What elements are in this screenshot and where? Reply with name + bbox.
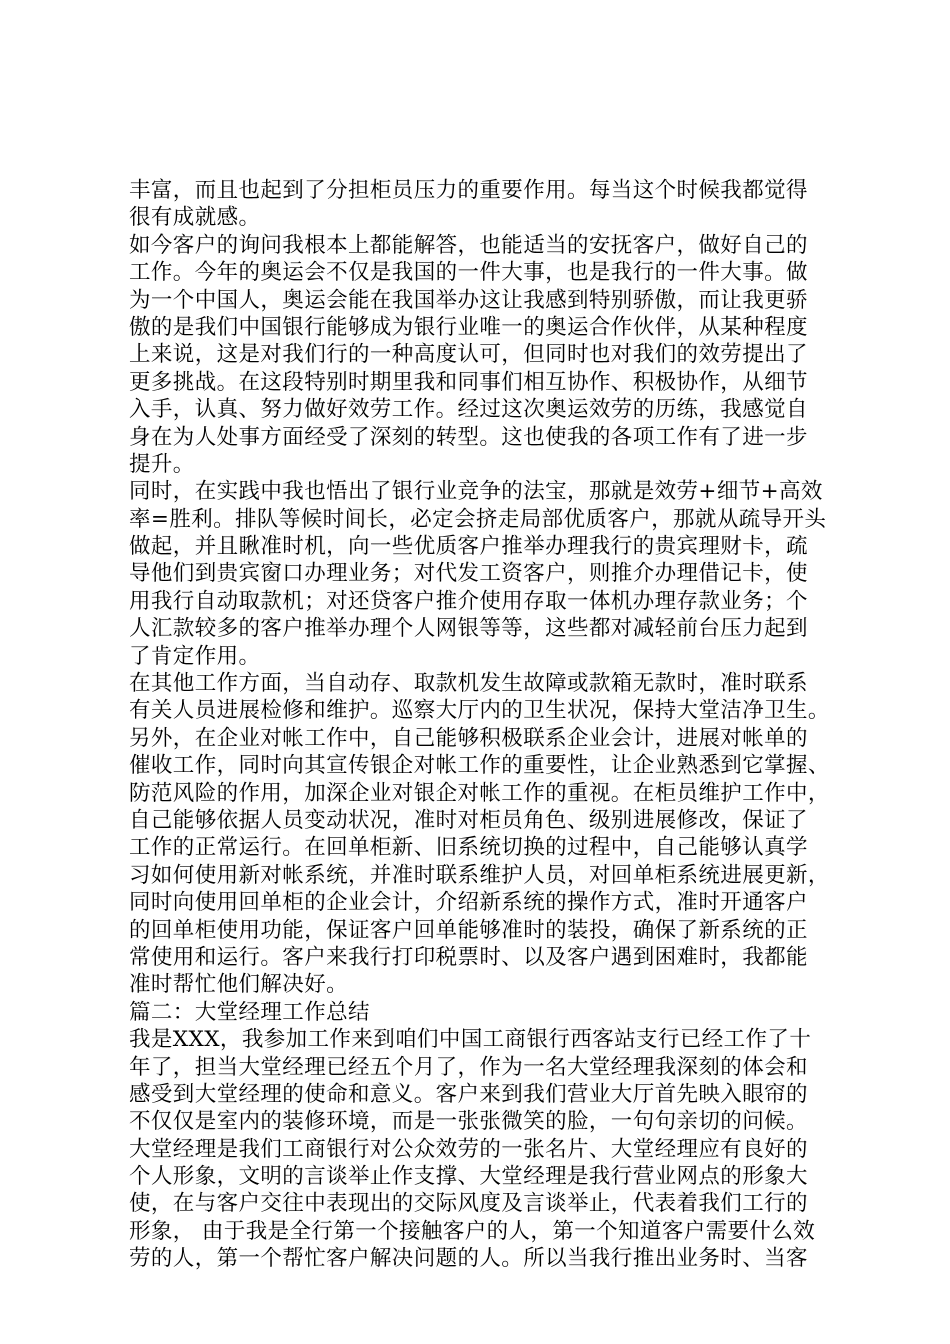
text-line: 我是XXX，我参加工作来到咱们中国工商银行西客站支行已经工作了十	[129, 1027, 812, 1053]
section-heading: 篇二：大堂经理工作总结	[129, 999, 370, 1025]
text-line: 防范风险的作用，加深企业对银企对帐工作的重视。在柜员维护工作中，	[129, 780, 830, 806]
text-line: 在其他工作方面，当自动存、取款机发生故障或款箱无款时，准时联系	[129, 671, 808, 697]
text-line: 提升。	[129, 451, 195, 477]
text-line: 上来说，这是对我们行的一种高度认可，但同时也对我们的效劳提出了	[129, 342, 808, 368]
text-line: 形象， 由于我是全行第一个接触客户的人，第一个知道客户需要什么效	[129, 1218, 816, 1244]
text-line: 为一个中国人，奥运会能在我国举办这让我感到特别骄傲，而让我更骄	[129, 287, 808, 313]
text-line: 年了，担当大堂经理已经五个月了，作为一名大堂经理我深刻的体会和	[129, 1054, 808, 1080]
text-line: 大堂经理是我们工商银行对公众效劳的一张名片、大堂经理应有良好的	[129, 1136, 808, 1162]
text-line: 用我行自动取款机；对还贷客户推介使用存取一体机办理存款业务；个	[129, 588, 808, 614]
text-line: 习如何使用新对帐系统，并准时联系维护人员，对回单柜系统进展更新，	[129, 862, 830, 888]
text-line: 了肯定作用。	[129, 643, 261, 669]
text-line: 同时，在实践中我也悟出了银行业竞争的法宝，那就是效劳+细节+高效	[129, 479, 823, 505]
document-body	[129, 177, 841, 1273]
text-line: 个人形象，文明的言谈举止作支撑、大堂经理是我行营业网点的形象大	[129, 1164, 808, 1190]
text-line: 身在为人处事方面经受了深刻的转型。这也使我的各项工作有了进一步	[129, 424, 808, 450]
text-line: 准时帮忙他们解决好。	[129, 972, 349, 998]
text-line: 同时向使用回单柜的企业会计，介绍新系统的操作方式，准时开通客户	[129, 890, 808, 916]
text-line: 催收工作，同时向其宣传银企对帐工作的重要性，让企业熟悉到它掌握、	[129, 753, 830, 779]
text-line: 做起，并且瞅准时机，向一些优质客户推举办理我行的贵宾理财卡，疏	[129, 534, 808, 560]
text-line: 丰富，而且也起到了分担柜员压力的重要作用。每当这个时候我都觉得	[129, 178, 808, 203]
text-line: 使，在与客户交往中表现出的交际风度及言谈举止，代表着我们工行的	[129, 1191, 808, 1217]
text-line: 自己能够依据人员变动状况，准时对柜员角色、级别进展修改，保证了	[129, 807, 808, 833]
text-line: 感受到大堂经理的使命和意义。客户来到我们营业大厅首先映入眼帘的	[129, 1081, 808, 1107]
text-line: 不仅仅是室内的装修环境，而是一张张微笑的脸，一句句亲切的问候。	[129, 1109, 808, 1135]
text-line: 常使用和运行。客户来我行打印税票时、以及客户遇到困难时，我都能	[129, 944, 808, 970]
text-line: 很有成就感。	[129, 205, 261, 231]
text-line: 人汇款较多的客户推举办理个人网银等等，这些都对减轻前台压力起到	[129, 616, 808, 642]
text-line: 有关人员进展检修和维护。巡察大厅内的卫生状况，保持大堂洁净卫生。	[129, 698, 830, 724]
text-line: 傲的是我们中国银行能够成为银行业唯一的奥运合作伙伴，从某种程度	[129, 314, 808, 340]
text-line: 另外，在企业对帐工作中，自己能够积极联系企业会计，进展对帐单的	[129, 725, 808, 751]
text-line: 率=胜利。排队等候时间长，必定会挤走局部优质客户，那就从疏导开头	[129, 506, 827, 532]
text-line: 如今客户的询问我根本上都能解答，也能适当的安抚客户，做好自己的	[129, 232, 808, 258]
text-line: 导他们到贵宾窗口办理业务；对代发工资客户，则推介办理借记卡，使	[129, 561, 808, 587]
text-line: 劳的人，第一个帮忙客户解决问题的人。所以当我行推出业务时、当客	[129, 1246, 808, 1272]
text-line: 入手，认真、努力做好效劳工作。经过这次奥运效劳的历练，我感觉自	[129, 397, 808, 423]
text-line: 更多挑战。在这段特别时期里我和同事们相互协作、积极协作，从细节	[129, 369, 808, 395]
text-line: 工作的正常运行。在回单柜新、旧系统切换的过程中，自己能够认真学	[129, 835, 808, 861]
text-line: 工作。今年的奥运会不仅是我国的一件大事，也是我行的一件大事。做	[129, 260, 808, 286]
text-line: 的回单柜使用功能，保证客户回单能够准时的装投，确保了新系统的正	[129, 917, 808, 943]
